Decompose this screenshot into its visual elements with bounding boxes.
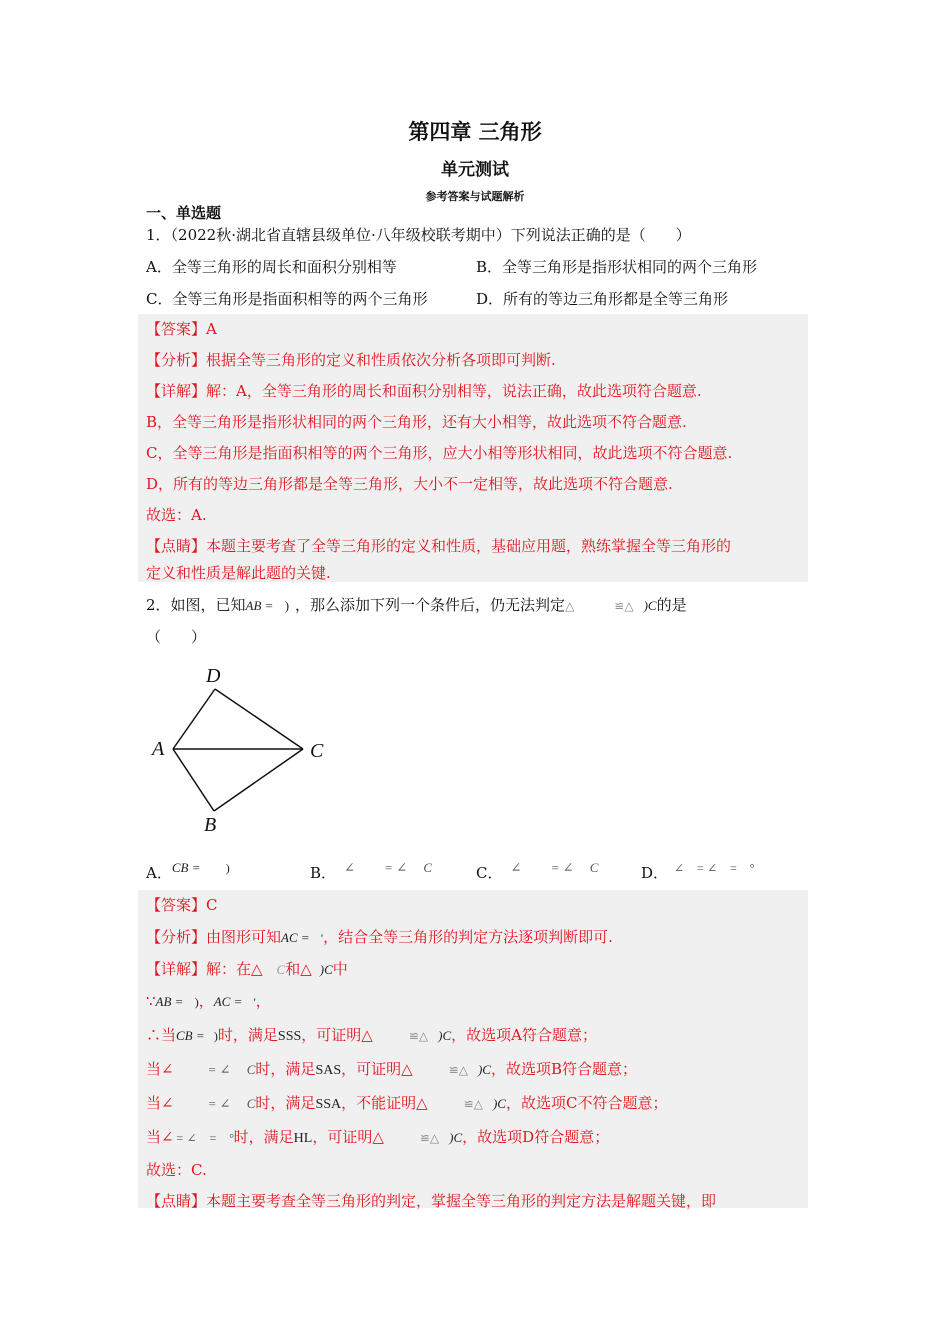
q2-case-1-mathb: ) — [213, 1029, 218, 1043]
q2-stem-text-b: ，那么添加下列一个条件后，仍无法判定 — [295, 596, 566, 614]
q2-case-3-cong: ≌△ — [463, 1097, 483, 1111]
q2-given-sep-1: ， — [198, 992, 214, 1010]
q2-case-1 — [146, 1024, 597, 1045]
q2-case-3-c: ，不能证明△ — [341, 1094, 428, 1112]
q2-stem-math-1: AB = — [245, 598, 277, 613]
q2-case-3-math2: )C — [492, 1096, 506, 1111]
q2-case-1-d: ，故选项A符合题意； — [451, 1026, 597, 1044]
q2-case-4-d: ，故选项D符合题意； — [462, 1128, 610, 1146]
q2-case-1-rule: SSS — [277, 1029, 302, 1044]
label-a: A — [152, 738, 165, 760]
q2-given-because: ∵ — [146, 992, 156, 1010]
q2-option-d-math: ∠ = ∠ = ° — [674, 861, 755, 875]
label-d: D — [206, 665, 221, 687]
q2-stem-text-c: 的是 — [656, 596, 687, 614]
q1-option-a: A．全等三角形的周长和面积分别相等 — [146, 258, 397, 276]
q2-case-3-rule: SSA — [315, 1097, 342, 1112]
q2-option-a — [146, 862, 230, 883]
q2-analysis-text-b: ，结合全等三角形的判定方法逐项判断即可. — [323, 928, 613, 946]
q2-case-2-math: = ∠ C — [207, 1062, 256, 1077]
q2-case-3-b: 时，满足 — [255, 1094, 316, 1112]
unit-title: 单元测试 — [441, 160, 509, 180]
q2-option-c — [476, 862, 598, 883]
q2-case-1-a: ∴当 — [146, 1026, 177, 1044]
q2-case-2-c: ，可证明△ — [341, 1060, 413, 1078]
edge-bc — [214, 749, 303, 811]
q1-stem: 1．（2022秋·湖北省直辖县级单位·八年级校联考期中）下列说法正确的是（ ） — [146, 226, 691, 244]
q2-option-c-label: C． — [476, 864, 503, 882]
q2-detail-math-2: )C — [319, 962, 333, 977]
q2-analysis-math: AC = — [281, 930, 313, 945]
q2-stem-math-1b: ) — [284, 598, 290, 613]
edge-ab — [173, 749, 214, 811]
q2-option-a-tail: ) — [225, 861, 230, 875]
q2-detail-math-1: C — [276, 962, 286, 977]
q1-option-b: B．全等三角形是指形状相同的两个三角形 — [476, 258, 758, 276]
q2-case-4 — [146, 1126, 609, 1147]
subtitle: 参考答案与试题解析 — [425, 190, 525, 203]
q2-option-a-math: CB = — [171, 860, 204, 875]
q2-detail-text-b: 和△ — [285, 960, 312, 978]
q1-option-d: D．所有的等边三角形都是全等三角形 — [476, 290, 729, 308]
q2-case-1-cong: ≌△ — [408, 1029, 429, 1043]
q2-given-math-1: AB = — [155, 994, 187, 1009]
q2-given-sep-2: ， — [255, 992, 271, 1010]
q2-option-b-math: ∠ = ∠ C — [344, 860, 433, 875]
q2-case-3-a: 当∠ — [146, 1094, 174, 1112]
section-heading: 一、单选题 — [146, 204, 222, 222]
q2-option-c-math: ∠ = ∠ C — [510, 860, 599, 875]
q2-detail — [146, 958, 348, 979]
q2-option-a-label: A． — [146, 864, 172, 882]
q2-detail-text-c: 中 — [332, 960, 348, 978]
q2-case-2-math2: )C — [477, 1062, 491, 1077]
q2-case-4-a: 当∠ — [146, 1128, 174, 1146]
q2-case-2 — [146, 1058, 637, 1079]
q2-case-1-math: CB = — [176, 1028, 208, 1043]
q2-case-2-d: ，故选项B符合题意； — [490, 1060, 637, 1078]
q1-detail-1: 【详解】解：A，全等三角形的周长和面积分别相等，说法正确，故此选项符合题意. — [146, 382, 702, 400]
q2-case-3 — [146, 1092, 667, 1113]
q2-case-1-c: ，可证明△ — [301, 1026, 373, 1044]
q2-given-math-2: AC = — [213, 994, 246, 1009]
q2-case-2-a: 当∠ — [146, 1060, 174, 1078]
edge-dc — [215, 689, 303, 749]
label-b: B — [204, 814, 217, 836]
q2-case-4-b: 时，满足 — [233, 1128, 294, 1146]
q2-case-4-math: = ∠ = ° — [175, 1131, 234, 1145]
q1-analysis: 【分析】根据全等三角形的定义和性质依次分析各项即可判断. — [146, 351, 556, 369]
q1-detail-2: B，全等三角形是指形状相同的两个三角形，还有大小相等，故此选项不符合题意. — [146, 413, 687, 431]
q1-choice: 故选：A. — [146, 506, 207, 524]
q2-option-d-label: D． — [641, 864, 669, 882]
q2-case-1-math2: )C — [438, 1028, 452, 1043]
q1-detail-4: D，所有的等边三角形都是全等三角形，大小不一定相等，故此选项不符合题意. — [146, 475, 673, 493]
q1-answer: 【答案】A — [146, 320, 217, 338]
q1-detail-3: C，全等三角形是指面积相等的两个三角形，应大小相等形状相同，故此选项不符合题意. — [146, 444, 733, 462]
label-c: C — [310, 740, 324, 762]
q2-case-4-math2: )C — [449, 1130, 463, 1145]
q2-stem-text-a: 2．如图，已知 — [146, 596, 246, 614]
q1-comment-2: 定义和性质是解此题的关键. — [146, 564, 331, 582]
q2-case-4-c: ，可证明△ — [312, 1128, 384, 1146]
q2-analysis-tail: ' — [320, 931, 324, 945]
q2-case-3-math: = ∠ C — [207, 1096, 256, 1111]
q2-figure — [140, 660, 350, 840]
q2-given — [146, 990, 271, 1011]
q1-comment-1: 【点睛】本题主要考查了全等三角形的定义和性质，基础应用题，熟练掌握全等三角形的 — [146, 537, 732, 555]
q2-analysis-text-a: 【分析】由图形可知 — [146, 928, 282, 946]
q2-case-2-b: 时，满足 — [255, 1060, 316, 1078]
q2-case-1-b: 时，满足 — [217, 1026, 278, 1044]
chapter-title: 第四章 三角形 — [408, 120, 542, 144]
q2-analysis — [146, 926, 613, 947]
q2-given-math-1b: ) — [194, 995, 199, 1009]
q2-stem-triangle-1: △ — [565, 599, 575, 613]
q2-stem-congruent: ≌△ — [614, 599, 634, 613]
q2-detail-text-a: 【详解】解：在△ — [146, 960, 263, 978]
q2-case-4-rule: HL — [293, 1131, 313, 1146]
q2-option-b-label: B． — [310, 864, 337, 882]
edge-ad — [173, 689, 215, 749]
q2-case-3-d: ，故选项C不符合题意； — [505, 1094, 668, 1112]
q2-case-2-rule: SAS — [315, 1063, 342, 1078]
q2-case-4-cong: ≌△ — [419, 1131, 440, 1145]
q1-option-c: C．全等三角形是指面积相等的两个三角形 — [146, 290, 428, 308]
q2-option-b — [310, 862, 432, 883]
q2-stem — [146, 594, 687, 615]
q2-answer: 【答案】C — [146, 896, 218, 914]
q2-choice: 故选：C. — [146, 1161, 207, 1179]
q2-stem-triangle-2: )C — [643, 598, 657, 613]
q2-stem-paren: （ ） — [146, 628, 207, 646]
q2-option-d — [641, 862, 754, 883]
q2-comment: 【点睛】本题主要考查全等三角形的判定，掌握全等三角形的判定方法是解题关键，即 — [146, 1192, 717, 1210]
q2-given-math-2b: ' — [253, 995, 256, 1009]
q2-case-2-cong: ≌△ — [448, 1063, 468, 1077]
